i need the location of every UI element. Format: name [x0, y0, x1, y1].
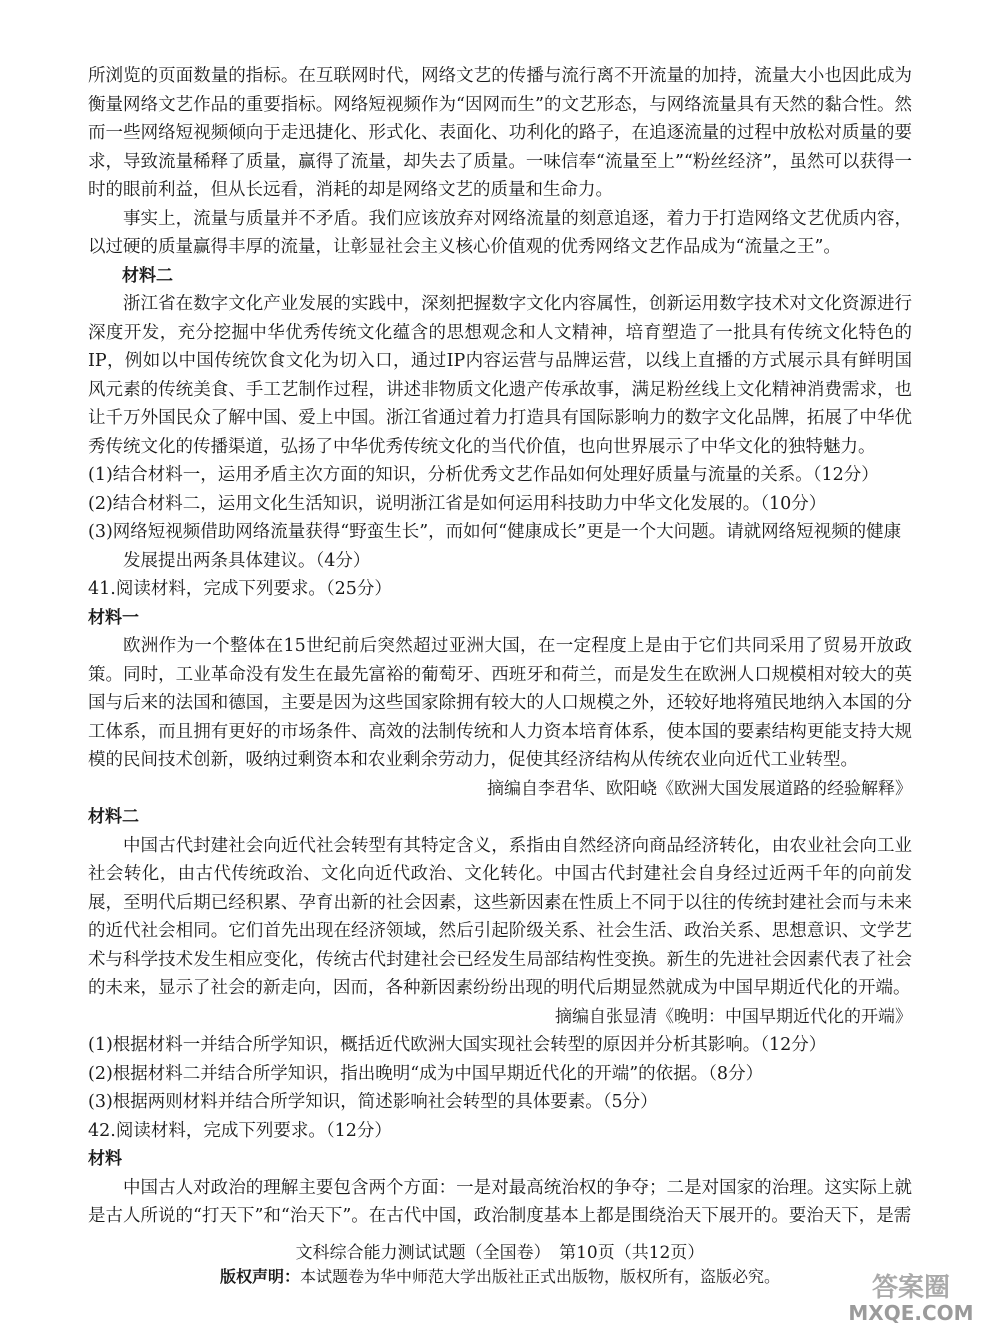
q41-material1-source: 摘编自李君华、欧阳峣《欧洲大国发展道路的经验解释》	[487, 778, 912, 799]
q41-subquestion-2: (2)根据材料二并结合所学知识，指出晚明“成为中国早期近代化的开端”的依据。（8分）	[88, 1063, 764, 1084]
q42-material-heading: 材料	[88, 1149, 122, 1169]
q40-subquestion-2: (2)结合材料二，运用文化生活知识，说明浙江省是如何运用科技助力中华文化发展的。（10分）	[88, 493, 827, 514]
q40-subquestion-1: (1)结合材料一，运用矛盾主次方面的知识，分析优秀文艺作品如何处理好质量与流量的关系。（12分）	[88, 465, 879, 485]
q41-subquestion-3: (3)根据两则材料并结合所学知识，简述影响社会转型的具体要素。（5分）	[88, 1092, 658, 1112]
q42-material-text: 中国古人对政治的理解主要包含两个方面：一是对最高统治权的争夺；二是对国家的治理。这实际上就是古人所说的“打天下”和“治天下”。在古代中国，政治制度基本上都是围绕治天下展开的。要治天下，是需	[88, 1177, 912, 1226]
paragraph-continuation: 所浏览的页面数量的指标。在互联网时代，网络文艺的传播与流行离不开流量的加持，流量大小也因此成为衡量网络文艺作品的重要指标。网络短视频作为“因网而生”的文艺形态，与网络流量具有天然的黏合性。然而一些网络短视频倾向于走迅捷化、形式化、表面化、功利化的路子，在追逐流量的过程中放松对质量的要求，导致流量稀释了质量，赢得了流量，却失去了质量。一味信奉“流量至上”“粉丝经济”，虽然可以获得一时的眼前利益，但从长远看，消耗的却是网络文艺的质量和生命力。	[88, 66, 912, 200]
watermark-logo-icon	[836, 1266, 986, 1326]
q41-material2-text: 中国古代封建社会向近代社会转型有其特定含义，系指由自然经济向商品经济转化，由农业社会向工业社会转化，由古代传统政治、文化向近代政治、文化转化。中国古代封建社会自身经过近两千年的向前发展，至明代后期已经积累、孕育出新的社会因素，这些新因素在性质上不同于以往的传统封建社会而与未来的近代社会相同。它们首先出现在经济领域，然后引起阶级关系、社会生活、政治关系、思想意识、文学艺术与科学技术发生相应变化，传统古代封建社会已经发生局部结构性变换。新生的先进社会因素代表了社会的未来，显示了社会的新走向，因而，各种新因素纷纷出现的明代后期显然就成为中国早期近代化的开端。	[88, 835, 912, 998]
q40-material2-heading: 材料二	[122, 265, 173, 286]
watermark-logo-text: 答案圈	[871, 1273, 951, 1303]
paragraph-conclusion: 事实上，流量与质量并不矛盾。我们应该放弃对网络流量的刻意追逐，着力于打造网络文艺优质内容，以过硬的质量赢得丰厚的流量，让彰显社会主义核心价值观的优秀网络文艺作品成为“流量之王”。	[88, 208, 912, 257]
q41-material2-heading: 材料二	[88, 807, 139, 827]
q40-subquestion-3: (3)网络短视频借助网络流量获得“野蛮生长”，而如何“健康成长”更是一个大问题。请就网络短视频的健康发展提出两条具体建议。（4分）	[88, 522, 902, 571]
q41-material2-source: 摘编自张显清《晚明：中国早期近代化的开端》	[555, 1006, 912, 1027]
page-footer-info: 文科综合能力测试试题（全国卷） 第10页（共12页）	[295, 1243, 705, 1263]
q40-material2-text: 浙江省在数字文化产业发展的实践中，深刻把握数字文化内容属性，创新运用数字技术对文化资源进行深度开发，充分挖掘中华优秀传统文化蕴含的思想观念和人文精神，培育塑造了一批具有传统文化特色的IP，例如以中国传统饮食文化为切入口，通过IP内容运营与品牌运营，以线上直播的方式展示具有鲜明国风元素的传统美食、手工艺制作过程，讲述非物质文化遗产传承故事，满足粉丝线上文化精神消费需求，也让千万外国民众了解中国、爱上中国。浙江省通过着力打造具有国际影响力的数字文化品牌，拓展了中华优秀传统文化的传播渠道，弘扬了中华优秀传统文化的当代价值，也向世界展示了中华文化的独特魅力。	[88, 294, 912, 457]
copyright-label: 版权声明：	[219, 1267, 300, 1286]
q41-material1-text: 欧洲作为一个整体在15世纪前后突然超过亚洲大国，在一定程度上是由于它们共同采用了贸易开放政策。同时，工业革命没有发生在最先富裕的葡萄牙、西班牙和荷兰，而是发生在欧洲人口规模相对较大的英国与后来的法国和德国，主要是因为这些国家除拥有较大的人口规模之外，还较好地将殖民地纳入本国的分工体系，而且拥有更好的市场条件、高效的法制传统和人力资本培育体系，使本国的要素结构更能支持大规模的民间技术创新，吸纳过剩资本和农业剩余劳动力，促使其经济结构从传统农业向近代工业转型。	[88, 636, 912, 770]
watermark-site-text: MXQE.COM	[848, 1301, 974, 1325]
copyright-text: 本试题卷为华中师范大学出版社正式出版物，版权所有，盗版必究。	[300, 1267, 781, 1286]
q41-material1-heading: 材料一	[88, 607, 139, 628]
q41-title: 41.阅读材料，完成下列要求。（25分）	[88, 579, 392, 599]
q42-title: 42.阅读材料，完成下列要求。（12分）	[88, 1120, 392, 1141]
q41-subquestion-1: (1)根据材料一并结合所学知识，概括近代欧洲大国实现社会转型的原因并分析其影响。（12分）	[88, 1035, 827, 1055]
